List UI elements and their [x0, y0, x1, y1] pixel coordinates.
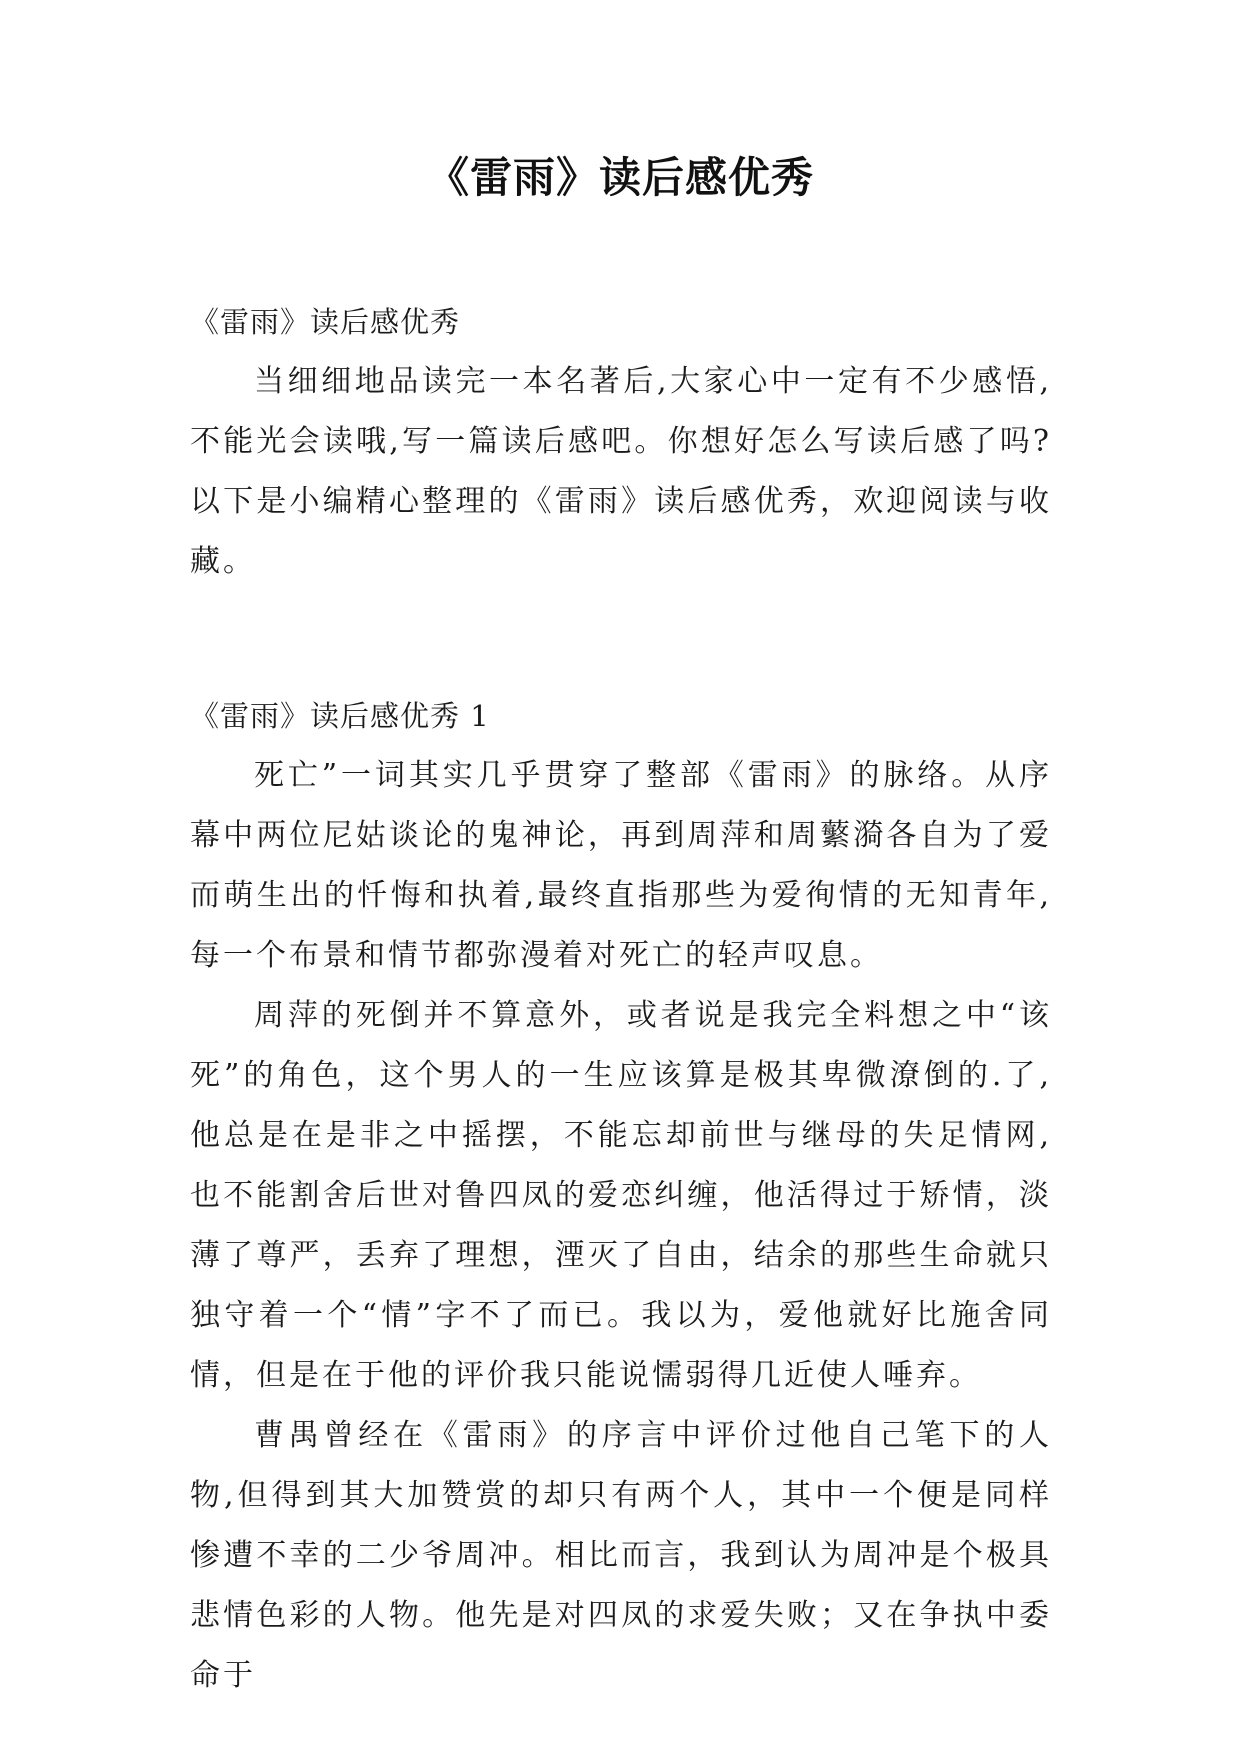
- section-spacer: [190, 592, 1052, 686]
- intro-heading: 《雷雨》读后感优秀: [190, 305, 461, 339]
- document-title: 《雷雨》读后感优秀: [426, 153, 814, 202]
- section-1-paragraph: 周萍的死倒并不算意外，或者说是我完全料想之中“该死”的角色，这个男人的一生应该算是极其卑微潦倒的.了,他总是在是非之中摇摆，不能忘却前世与继母的失足情网,也不能割舍后世对鲁四凤的爱恋纠缠，他活得过于矫情，淡薄了尊严，丢弃了理想，湮灭了自由，结余的那些生命就只独守着一个“情”字不了而已。我以为，爱他就好比施舍同情，但是在于他的评价我只能说懦弱得几近使人唾弃。: [190, 998, 1052, 1393]
- intro-paragraph: 当细细地品读完一本名著后,大家心中一定有不少感悟,不能光会读哦,写一篇读后感吧。你想好怎么写读后感了吗?以下是小编精心整理的《雷雨》读后感优秀，欢迎阅读与收藏。: [190, 364, 1052, 579]
- section-1: [190, 686, 1052, 1706]
- section-1-paragraph: 曹禺曾经在《雷雨》的序言中评价过他自己笔下的人物,但得到其大加赞赏的却只有两个人，其中一个便是同样惨遭不幸的二少爷周冲。相比而言，我到认为周冲是个极具悲情色彩的人物。他先是对四凤的求爱失败；又在争执中委命于: [190, 1418, 1052, 1693]
- document-body: [190, 292, 1052, 1706]
- section-1-paragraph: 死亡”一词其实几乎贯穿了整部《雷雨》的脉络。从序幕中两位尼姑谈论的鬼神论，再到周萍和周蘩漪各自为了爱而萌生出的忏悔和执着,最终直指那些为爱徇情的无知青年,每一个布景和情节都弥漫着对死亡的轻声叹息。: [190, 758, 1052, 973]
- section-1-heading: 《雷雨》读后感优秀 1: [190, 699, 490, 733]
